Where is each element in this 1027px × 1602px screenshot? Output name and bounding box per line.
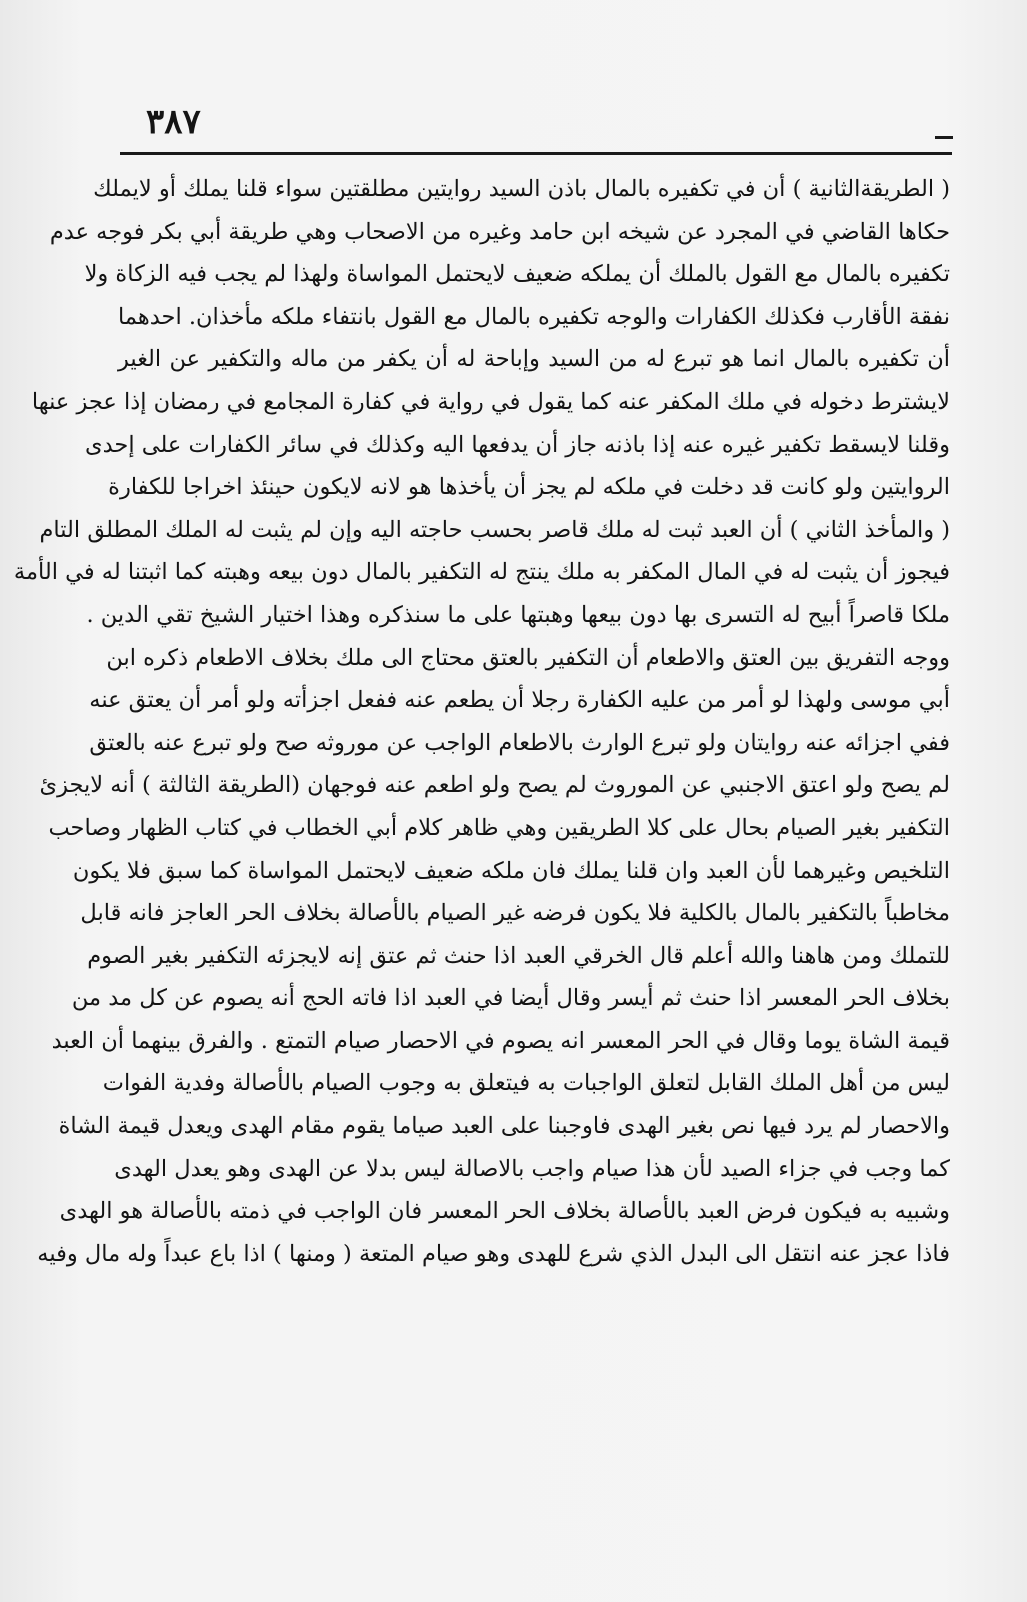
text-line: ففي اجزائه عنه روايتان ولو تبرع الوارث بالاطعام الواجب عن موروثه صح ولو تبرع عنه بالعتق — [89, 729, 950, 756]
text-line — [118, 1403, 950, 1446]
text-line: كما وجب في جزاء الصيد لأن هذا صيام واجب بالاصالة ليس بدلا عن الهدى وهو يعدل الهدى — [114, 1155, 950, 1182]
text-line: أن تكفيره بالمال انما هو تبرع له من السيد وإباحة له أن يكفر من ماله والتكفير عن الغير — [118, 346, 950, 373]
text-line: وشبيه به فيكون فرض العبد بالأصالة بخلاف الحر المعسر فان الواجب في ذمته بالأصالة هو الهدى — [59, 1198, 950, 1225]
text-line — [118, 1361, 950, 1404]
text-line: أبي موسى ولهذا لو أمر من عليه الكفارة رجلا أن يطعم عنه ففعل اجزأته ولو أمر أن يعتق عنه — [89, 687, 950, 714]
header-rule-tick — [935, 136, 953, 139]
text-line: فاذا عجز عنه انتقل الى البدل الذي شرع للهدى وهو صيام المتعة ( ومنها ) اذا باع عبداً وله مال وفيه — [37, 1240, 950, 1267]
header-rule — [120, 152, 952, 155]
text-line: تكفيره بالمال مع القول بالملك أن يملكه ضعيف لايحتمل المواساة ولهذا لم يجب فيه الزكاة ولا — [84, 261, 950, 288]
text-line: للتملك ومن هاهنا والله أعلم قال الخرقي العبد اذا حنث ثم عتق إنه لايجزئه التكفير بغير الصوم — [87, 942, 950, 969]
text-line: مخاطباً بالتكفير بالمال بالكلية فلا يكون فرضه غير الصيام بالأصالة بخلاف الحر العاجز فانه قابل — [80, 900, 950, 927]
text-line: لم يصح ولو اعتق الاجنبي عن الموروث لم يصح ولو اطعم عنه فوجهان (الطريقة الثالثة ) أنه لايجزئ — [39, 772, 950, 799]
text-line: نفقة الأقارب فكذلك الكفارات والوجه تكفيره بالمال مع القول بانتفاء ملكه مأخذان. احدهما — [118, 303, 950, 330]
text-line — [118, 1318, 950, 1361]
text-line: التلخيص وغيرهما لأن العبد وان قلنا يملك فان ملكه ضعيف لايحتمل المواساة كما سبق فلا يكون — [72, 857, 950, 884]
text-line: ووجه التفريق بين العتق والاطعام أن التكفير بالعتق محتاج الى ملك بخلاف الاطعام ذكره ابن — [106, 644, 950, 671]
text-line: التكفير بغير الصيام بحال على كلا الطريقين وهي ظاهر كلام أبي الخطاب في كتاب الظهار وصاحب — [48, 814, 950, 841]
text-line: فيجوز أن يثبت له في المال المكفر به ملك ينتج له التكفير بالمال دون بيعه وهبته كما اثبتنا له في الأمة — [13, 559, 950, 586]
text-line: حكاها القاضي في المجرد عن شيخه ابن حامد وغيره من الاصحاب وهي طريقة أبي بكر فوجه عدم — [49, 218, 950, 245]
text-line: الروايتين ولو كانت قد دخلت في ملكه لم يجز أن يأخذها هو لانه لايكون حينئذ اخراجا للكفارة — [108, 474, 950, 501]
text-line: ( والمأخذ الثاني ) أن العبد ثبت له ملك قاصر بحسب حاجته اليه وإن لم يثبت له الملك المطلق التام — [39, 516, 950, 543]
text-line: ليس من أهل الملك القابل لتعلق الواجبات به فيتعلق به وجوب الصيام بالأصالة وفدية الفوات — [102, 1070, 950, 1097]
text-line: قيمة الشاة يوما وقال في الحر المعسر انه يصوم في الاحصار صيام التمتع . والفرق بينهما أن العبد — [51, 1027, 950, 1054]
text-line: ( الطريقةالثانية ) أن في تكفيره بالمال باذن السيد روايتين مطلقتين سواء قلنا يملك أو لايملك — [93, 176, 950, 202]
text-line: بخلاف الحر المعسر اذا حنث ثم أيسر وقال أيضا في العبد اذا فاته الحج أنه يصوم عن كل مد من — [71, 985, 950, 1012]
page-number: ٣٨٧ — [146, 102, 201, 142]
text-line: وقلنا لايسقط تكفير غيره عنه إذا باذنه جاز أن يدفعها اليه وكذلك في سائر الكفارات على إحدى — [85, 431, 950, 458]
text-line: لايشترط دخوله في ملك المكفر عنه كما يقول في رواية في كفارة المجامع في رمضان إذا عجز عنها — [31, 388, 950, 415]
body-text — [13, 168, 950, 1446]
text-line: والاحصار لم يرد فيها نص بغير الهدى فاوجبنا على العبد صياما يقوم مقام الهدى ويعدل قيمة الشاة — [58, 1113, 950, 1140]
text-line: ملكا قاصراً أبيح له التسرى بها دون بيعها وهبتها على ما سنذكره وهذا اختيار الشيخ تقي الدين . — [86, 601, 950, 628]
text-line — [118, 1275, 950, 1318]
